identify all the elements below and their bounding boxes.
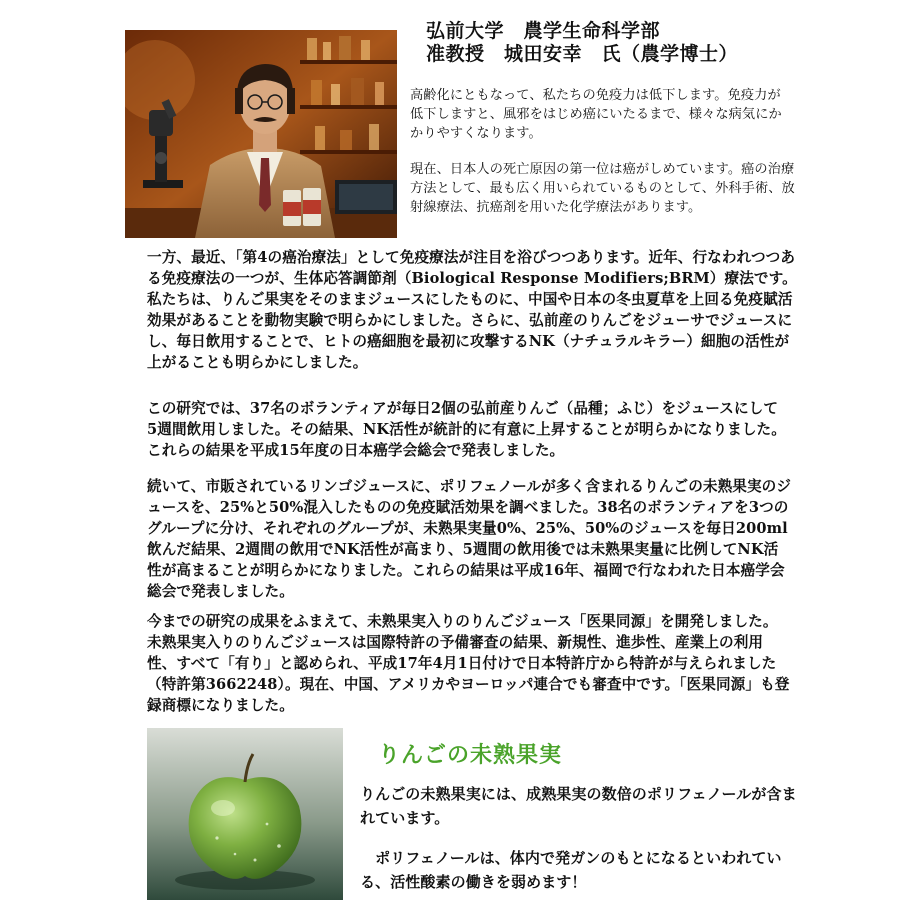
body-paragraph-1: 一方、最近、「第4の癌治療法」として免疫療法が注目を浴びつつあります。近年、行なわれつつある免疫療法の一つが、生体応答調節剤（Biological Response Modifiers;BRM）療法です。私たちは、りんご果実をそのままジュースにしたものに、中国や日本の冬虫夏草を上回る免疫賦活効果があることを動物実験で明らかにしました。さらに、弘前産のりんごをジューサでジュースにし、毎日飲用することで、ヒトの癌細胞を最初に攻撃するNK（ナチュラルキラー）細胞の活性が上がることも明らかにしました。 [147,249,797,371]
body-paragraph-4: 今までの研究の成果をふまえて、未熟果実入りのりんごジュース「医果同源」を開発しました。未熟果実入りのりんごジュースは国際特許の予備審査の結果、新規性、進歩性、産業上の利用性、すべて「有り」と認められ、平成17年4月1日付けで日本特許庁から特許が与えられました（特許第3662248）。現在、中国、アメリカやヨーロッパ連合でも審査中です。「医果同源」も登録商標になりました。 [147,613,790,714]
apple-paragraph-2: ポリフェノールは、体内で発ガンのもとになるといわれている、活性酸素の働きを弱めます！ [360,849,782,891]
section-title-unripe-apple: りんごの未熟果実 [378,743,563,768]
green-apple-photo [147,728,343,900]
apple-paragraph-1: りんごの未熟果実には、成熟果実の数倍のポリフェノールが含まれています。 [360,785,797,827]
intro-paragraph-2: 現在、日本人の死亡原因の第一位は癌がしめています。癌の治療方法として、最も広く用いられているものとして、外科手術、放射線療法、抗癌剤を用いた化学療法があります。 [410,162,795,215]
body-paragraph-3: 続いて、市販されているリンゴジュースに、ポリフェノールが多く含まれるりんごの未熟果実のジュースを、25%と50%混入したものの免疫賦活効果を調べました。38名のボランティアを3つのグループに分け、それぞれのグループが、未熟果実量0%、25%、50%のジュースを毎日200ml飲んだ結果、2週間の飲用でNK活性が高まり、5週間の飲用後では未熟果実量に比例してNK活性が高まることが明らかになりました。これらの結果は平成16年、福岡で行なわれた日本癌学会総会で発表しました。 [147,478,792,600]
author-heading [426,20,738,66]
author-name-line: 准教授 城田安幸 氏（農学博士） [426,43,739,65]
body-paragraph-2: この研究では、37名のボランティアが毎日2個の弘前産りんご（品種；ふじ）をジュースにして5週間飲用しました。その結果、NK活性が統計的に有意に上昇することが明らかになりました。これらの結果を平成15年度の日本癌学会総会で発表しました。 [147,400,786,459]
affiliation-line: 弘前大学 農学生命科学部 [426,20,661,42]
professor-photo [125,30,397,238]
intro-paragraph-1: 高齢化にともなって、私たちの免疫力は低下します。免疫力が低下しますと、風邪をはじめ癌にいたるまで、様々な病気にかかりやすくなります。 [410,88,782,141]
